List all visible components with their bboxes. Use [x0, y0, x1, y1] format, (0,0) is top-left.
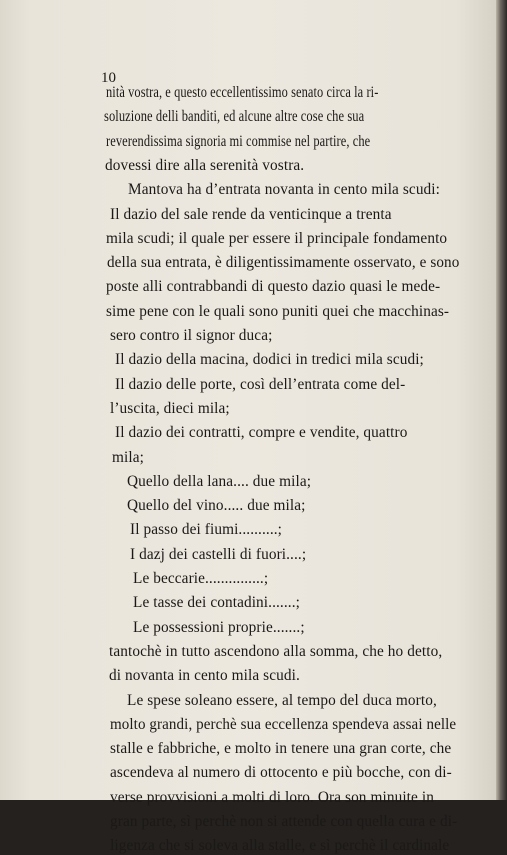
- text-line: poste alli contrabbandi di questo dazio quasi le mede-: [106, 278, 441, 296]
- text-line: reverendissima signoria mi commise nel partire, che: [106, 132, 371, 150]
- text-line: soluzione delli banditi, ed alcune altre cose che sua: [104, 108, 365, 126]
- text-line: Le beccarie...............;: [133, 570, 269, 587]
- text-line: I dazj dei castelli di fuori....;: [130, 545, 307, 563]
- text-line: stalle e fabbriche, e molto in tenere una gran corte, che: [110, 740, 452, 758]
- text-line: della sua entrata, è diligentissimamente osservato, e sono: [107, 254, 460, 272]
- text-line: Le spese soleano essere, al tempo del duca morto,: [127, 691, 437, 709]
- text-line: nità vostra, e questo eccellentissimo senato circa la ri-: [106, 84, 379, 101]
- text-line: Il dazio delle porte, così dell’entrata come del-: [115, 375, 406, 393]
- text-line: sero contro il signor duca;: [110, 327, 273, 344]
- text-line: Il passo dei fiumi..........;: [130, 521, 283, 539]
- text-line: Mantova ha d’entrata novanta in cento mila scudi:: [128, 181, 441, 199]
- text-line: mila scudi; il quale per essere il principale fondamento: [106, 229, 448, 247]
- text-line: mila;: [112, 448, 144, 466]
- text-line: sime pene con le quali sono puniti quei che macchinas-: [106, 302, 450, 320]
- text-line: tantochè in tutto ascendono alla somma, che ho detto,: [109, 642, 443, 660]
- text-line: Le tasse dei contadini.......;: [133, 594, 300, 612]
- text-line: ligenza che si soleva alla stalle, e sì perchè il cardinale: [110, 837, 450, 855]
- text-line: ascendeva al numero di ottocento e più bocche, con di-: [110, 764, 452, 782]
- text-line: Il dazio della macina, dodici in tredici mila scudi;: [115, 351, 424, 369]
- text-line: di novanta in cento mila scudi.: [109, 667, 300, 685]
- text-line: molto grandi, perchè sua eccellenza spendeva assai nelle: [110, 715, 457, 733]
- text-line: verse provvisioni a molti di loro. Ora son minuite in: [110, 788, 434, 806]
- text-line: Il dazio del sale rende da venticinque a trenta: [110, 205, 392, 223]
- text-line: Quello del vino..... due mila;: [127, 497, 306, 515]
- text-line: dovessi dire alla serenità vostra.: [105, 156, 305, 174]
- text-line: gran parte, sì perchè non si attende con quella cura e di-: [110, 813, 458, 830]
- page-edge-shadow: [496, 0, 507, 800]
- text-line: Quello della lana.... due mila;: [127, 472, 312, 490]
- text-line: Il dazio dei contratti, compre e vendite, quattro: [115, 424, 408, 442]
- text-line: Le possessioni proprie.......;: [133, 618, 305, 636]
- text-line: l’uscita, dieci mila;: [110, 399, 230, 417]
- page-number: 10: [101, 70, 116, 86]
